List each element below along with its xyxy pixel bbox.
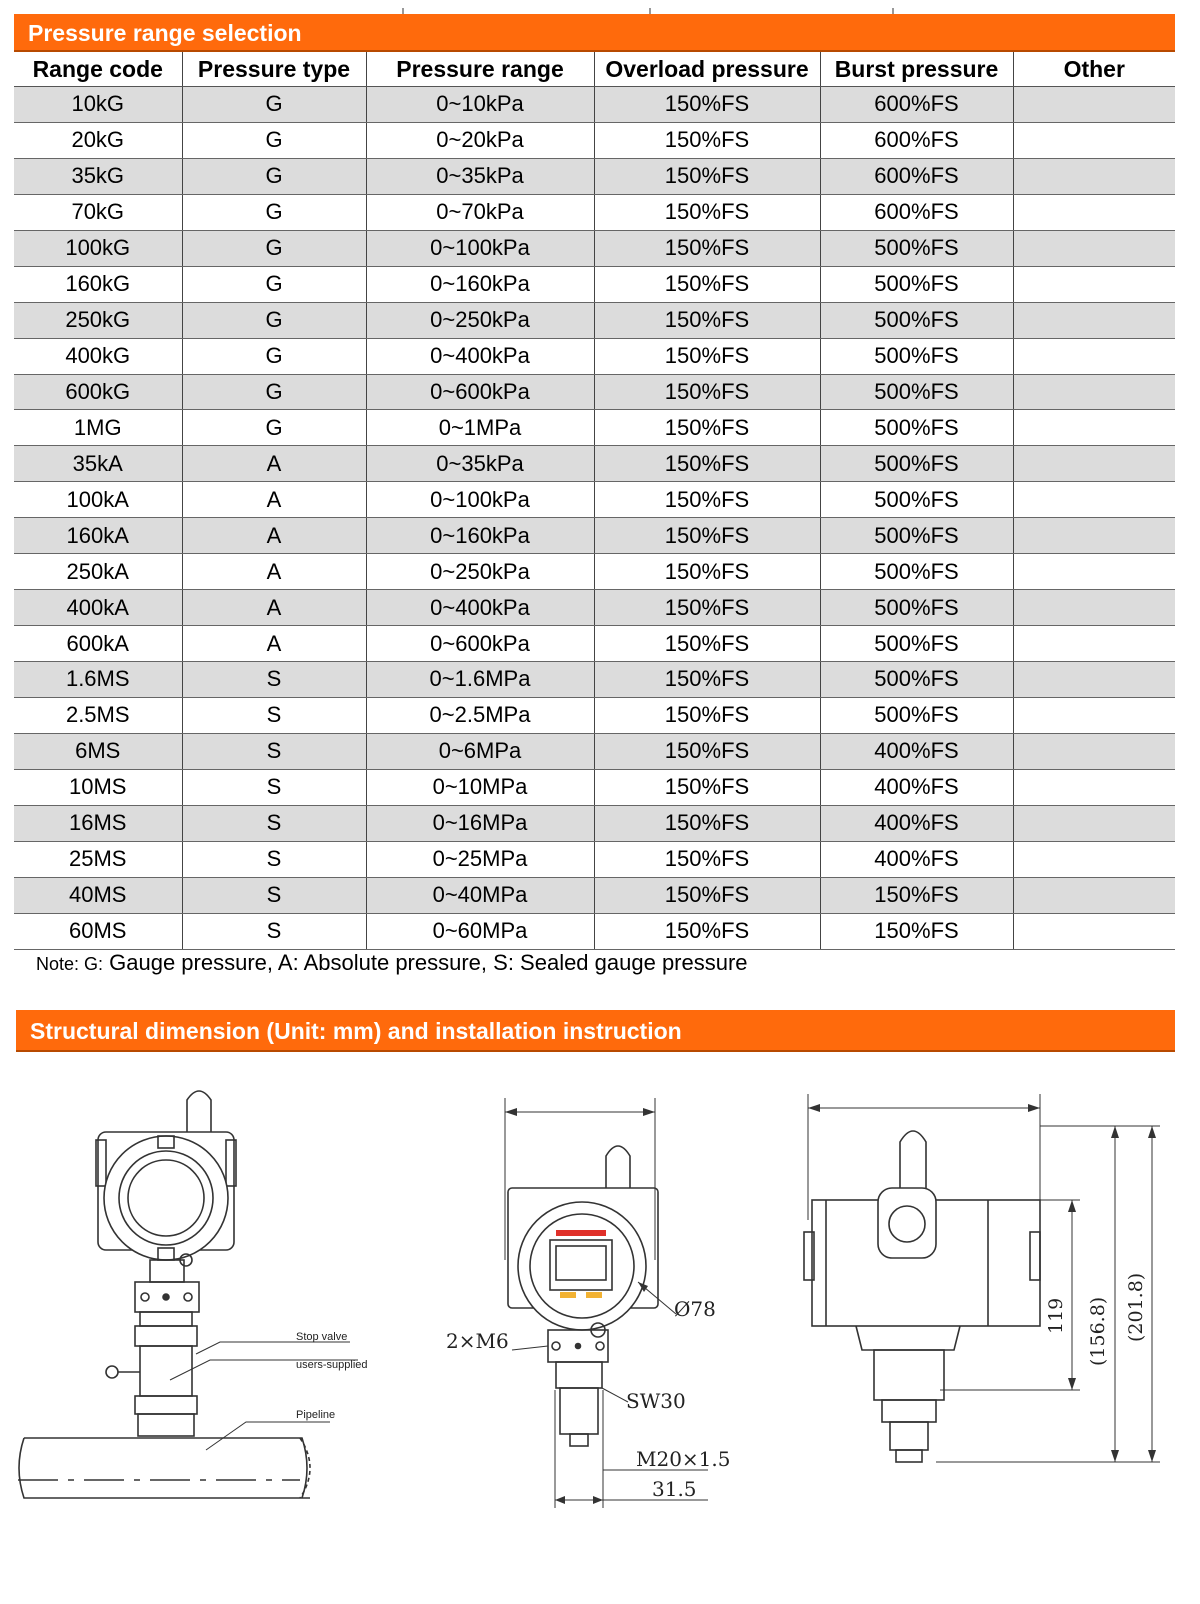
cell-overload-pressure: 150%FS: [594, 913, 820, 949]
table-row: [14, 877, 1175, 913]
cell-pressure-range: 0~100kPa: [366, 482, 594, 518]
cell-range-code: 600kA: [14, 626, 182, 662]
cell-pressure-type: G: [182, 338, 366, 374]
cell-pressure-range: 0~1MPa: [366, 410, 594, 446]
cell-burst-pressure: 400%FS: [820, 841, 1013, 877]
cell-pressure-type: G: [182, 266, 366, 302]
cell-pressure-type: S: [182, 662, 366, 698]
cell-range-code: 40MS: [14, 877, 182, 913]
section-header-pressure-range: Pressure range selection: [14, 14, 1175, 52]
cell-overload-pressure: 150%FS: [594, 662, 820, 698]
cell-pressure-type: S: [182, 805, 366, 841]
cell-overload-pressure: 150%FS: [594, 554, 820, 590]
cell-pressure-range: 0~40MPa: [366, 877, 594, 913]
cell-pressure-type: G: [182, 230, 366, 266]
dimension-drawings: [0, 1060, 1200, 1600]
cell-pressure-type: A: [182, 626, 366, 662]
cell-other: [1013, 554, 1175, 590]
cell-burst-pressure: 500%FS: [820, 662, 1013, 698]
cell-overload-pressure: 150%FS: [594, 194, 820, 230]
table-row: [14, 446, 1175, 482]
label-pipeline: Pipeline: [296, 1409, 336, 1421]
cell-burst-pressure: 500%FS: [820, 230, 1013, 266]
cell-overload-pressure: 150%FS: [594, 338, 820, 374]
table-row: [14, 338, 1175, 374]
cell-range-code: 250kA: [14, 554, 182, 590]
cell-overload-pressure: 150%FS: [594, 158, 820, 194]
cell-pressure-type: A: [182, 482, 366, 518]
cell-pressure-type: S: [182, 841, 366, 877]
cell-range-code: 2.5MS: [14, 697, 182, 733]
table-row: [14, 841, 1175, 877]
table-row: [14, 122, 1175, 158]
table-row: [14, 410, 1175, 446]
col-header-range-code: Range code: [14, 52, 182, 87]
table-row: [14, 158, 1175, 194]
cell-pressure-type: G: [182, 302, 366, 338]
cell-pressure-range: 0~6MPa: [366, 733, 594, 769]
cell-pressure-range: 0~160kPa: [366, 518, 594, 554]
pressure-range-table: [14, 52, 1175, 950]
table-row: [14, 266, 1175, 302]
cell-pressure-range: 0~70kPa: [366, 194, 594, 230]
cell-burst-pressure: 500%FS: [820, 626, 1013, 662]
cell-overload-pressure: 150%FS: [594, 769, 820, 805]
label-stop-valve: Stop valve: [296, 1331, 348, 1343]
cell-overload-pressure: 150%FS: [594, 590, 820, 626]
table-row: [14, 805, 1175, 841]
cell-range-code: 160kG: [14, 266, 182, 302]
dim-height-201: (201.8): [1125, 1272, 1147, 1342]
cell-range-code: 60MS: [14, 913, 182, 949]
table-row: [14, 194, 1175, 230]
cell-other: [1013, 482, 1175, 518]
cell-burst-pressure: 600%FS: [820, 87, 1013, 123]
cell-range-code: 160kA: [14, 518, 182, 554]
cell-other: [1013, 841, 1175, 877]
cell-pressure-range: 0~400kPa: [366, 590, 594, 626]
dim-thread: M20×1.5: [636, 1447, 731, 1471]
cell-range-code: 400kA: [14, 590, 182, 626]
cell-other: [1013, 446, 1175, 482]
cell-burst-pressure: 150%FS: [820, 913, 1013, 949]
cell-pressure-range: 0~35kPa: [366, 446, 594, 482]
cell-burst-pressure: 500%FS: [820, 697, 1013, 733]
cell-pressure-type: A: [182, 554, 366, 590]
table-row: [14, 518, 1175, 554]
side-view-drawing: [804, 1094, 1160, 1462]
cell-burst-pressure: 500%FS: [820, 374, 1013, 410]
col-header-pressure-range: Pressure range: [366, 52, 594, 87]
cell-range-code: 35kA: [14, 446, 182, 482]
note-prefix: Note: G:: [36, 954, 104, 974]
cell-other: [1013, 662, 1175, 698]
table-header-row: [14, 52, 1175, 87]
cell-range-code: 600kG: [14, 374, 182, 410]
table-row: [14, 697, 1175, 733]
cell-pressure-type: S: [182, 697, 366, 733]
cell-pressure-type: G: [182, 122, 366, 158]
table-note: [36, 950, 748, 976]
cell-other: [1013, 518, 1175, 554]
col-header-pressure-type: Pressure type: [182, 52, 366, 87]
col-header-burst-pressure: Burst pressure: [820, 52, 1013, 87]
dim-height-119: 119: [1045, 1297, 1067, 1334]
cell-range-code: 100kA: [14, 482, 182, 518]
cell-burst-pressure: 500%FS: [820, 446, 1013, 482]
cell-other: [1013, 87, 1175, 123]
cell-overload-pressure: 150%FS: [594, 626, 820, 662]
cell-pressure-range: 0~160kPa: [366, 266, 594, 302]
cell-pressure-type: S: [182, 769, 366, 805]
cell-other: [1013, 877, 1175, 913]
col-header-other: Other: [1013, 52, 1175, 87]
cell-other: [1013, 805, 1175, 841]
cell-burst-pressure: 600%FS: [820, 122, 1013, 158]
cell-pressure-type: S: [182, 733, 366, 769]
cell-burst-pressure: 500%FS: [820, 482, 1013, 518]
cell-overload-pressure: 150%FS: [594, 374, 820, 410]
cell-other: [1013, 266, 1175, 302]
cell-other: [1013, 122, 1175, 158]
dim-wrench-size: SW30: [626, 1389, 686, 1413]
cell-overload-pressure: 150%FS: [594, 122, 820, 158]
cell-other: [1013, 158, 1175, 194]
cell-burst-pressure: 500%FS: [820, 410, 1013, 446]
cell-burst-pressure: 500%FS: [820, 302, 1013, 338]
table-row: [14, 590, 1175, 626]
note-text: Gauge pressure, A: Absolute pressure, S: Sealed gauge pressure: [103, 950, 748, 975]
table-row: [14, 374, 1175, 410]
cell-pressure-range: 0~16MPa: [366, 805, 594, 841]
table-row: [14, 769, 1175, 805]
section-header-structural-dimension: Structural dimension (Unit: mm) and installation instruction: [16, 1010, 1175, 1052]
top-tick-marks: [0, 0, 1200, 14]
cell-pressure-range: 0~25MPa: [366, 841, 594, 877]
dim-thread-width: 31.5: [652, 1477, 697, 1501]
cell-range-code: 100kG: [14, 230, 182, 266]
cell-pressure-range: 0~35kPa: [366, 158, 594, 194]
cell-range-code: 6MS: [14, 733, 182, 769]
table-row: [14, 662, 1175, 698]
cell-pressure-range: 0~400kPa: [366, 338, 594, 374]
table-row: [14, 482, 1175, 518]
cell-other: [1013, 194, 1175, 230]
cell-overload-pressure: 150%FS: [594, 410, 820, 446]
cell-range-code: 400kG: [14, 338, 182, 374]
cell-overload-pressure: 150%FS: [594, 446, 820, 482]
cell-pressure-range: 0~20kPa: [366, 122, 594, 158]
cell-pressure-type: G: [182, 410, 366, 446]
cell-burst-pressure: 400%FS: [820, 733, 1013, 769]
cell-other: [1013, 338, 1175, 374]
cell-pressure-type: G: [182, 158, 366, 194]
cell-other: [1013, 302, 1175, 338]
cell-burst-pressure: 500%FS: [820, 554, 1013, 590]
cell-pressure-type: S: [182, 913, 366, 949]
cell-pressure-range: 0~100kPa: [366, 230, 594, 266]
table-row: [14, 626, 1175, 662]
cell-other: [1013, 769, 1175, 805]
table-row: [14, 230, 1175, 266]
cell-other: [1013, 590, 1175, 626]
cell-range-code: 10kG: [14, 87, 182, 123]
cell-overload-pressure: 150%FS: [594, 482, 820, 518]
cell-range-code: 70kG: [14, 194, 182, 230]
cell-pressure-type: G: [182, 87, 366, 123]
cell-overload-pressure: 150%FS: [594, 841, 820, 877]
cell-other: [1013, 697, 1175, 733]
cell-other: [1013, 410, 1175, 446]
cell-range-code: 10MS: [14, 769, 182, 805]
cell-overload-pressure: 150%FS: [594, 302, 820, 338]
cell-pressure-range: 0~10MPa: [366, 769, 594, 805]
table-row: [14, 554, 1175, 590]
cell-burst-pressure: 500%FS: [820, 590, 1013, 626]
table-row: [14, 913, 1175, 949]
cell-overload-pressure: 150%FS: [594, 733, 820, 769]
dim-diameter: Ø78: [674, 1297, 716, 1321]
cell-pressure-type: G: [182, 194, 366, 230]
cell-overload-pressure: 150%FS: [594, 230, 820, 266]
cell-burst-pressure: 400%FS: [820, 769, 1013, 805]
cell-burst-pressure: 500%FS: [820, 518, 1013, 554]
table-row: [14, 302, 1175, 338]
cell-range-code: 250kG: [14, 302, 182, 338]
cell-pressure-type: G: [182, 374, 366, 410]
cell-burst-pressure: 150%FS: [820, 877, 1013, 913]
cell-range-code: 35kG: [14, 158, 182, 194]
cell-burst-pressure: 600%FS: [820, 194, 1013, 230]
cell-other: [1013, 230, 1175, 266]
dim-height-156: (156.8): [1087, 1296, 1109, 1366]
cell-other: [1013, 733, 1175, 769]
cell-pressure-range: 0~60MPa: [366, 913, 594, 949]
cell-pressure-type: S: [182, 877, 366, 913]
cell-other: [1013, 626, 1175, 662]
cell-burst-pressure: 400%FS: [820, 805, 1013, 841]
cell-pressure-type: A: [182, 590, 366, 626]
cell-pressure-range: 0~600kPa: [366, 626, 594, 662]
col-header-overload-pressure: Overload pressure: [594, 52, 820, 87]
cell-pressure-range: 0~2.5MPa: [366, 697, 594, 733]
label-users-supplied: users-supplied: [296, 1359, 368, 1371]
cell-other: [1013, 913, 1175, 949]
cell-other: [1013, 374, 1175, 410]
cell-overload-pressure: 150%FS: [594, 877, 820, 913]
cell-pressure-range: 0~10kPa: [366, 87, 594, 123]
cell-range-code: 16MS: [14, 805, 182, 841]
cell-pressure-type: A: [182, 446, 366, 482]
cell-range-code: 1MG: [14, 410, 182, 446]
installation-drawing: [18, 1091, 358, 1498]
table-row: [14, 87, 1175, 123]
cell-pressure-range: 0~1.6MPa: [366, 662, 594, 698]
cell-overload-pressure: 150%FS: [594, 518, 820, 554]
cell-burst-pressure: 500%FS: [820, 266, 1013, 302]
cell-burst-pressure: 600%FS: [820, 158, 1013, 194]
cell-range-code: 25MS: [14, 841, 182, 877]
cell-pressure-range: 0~250kPa: [366, 302, 594, 338]
cell-overload-pressure: 150%FS: [594, 266, 820, 302]
cell-pressure-type: A: [182, 518, 366, 554]
cell-overload-pressure: 150%FS: [594, 805, 820, 841]
cell-range-code: 20kG: [14, 122, 182, 158]
cell-burst-pressure: 500%FS: [820, 338, 1013, 374]
cell-overload-pressure: 150%FS: [594, 697, 820, 733]
cell-pressure-range: 0~250kPa: [366, 554, 594, 590]
dim-bolts: 2×M6: [446, 1329, 509, 1353]
table-row: [14, 733, 1175, 769]
cell-overload-pressure: 150%FS: [594, 87, 820, 123]
cell-pressure-range: 0~600kPa: [366, 374, 594, 410]
cell-range-code: 1.6MS: [14, 662, 182, 698]
